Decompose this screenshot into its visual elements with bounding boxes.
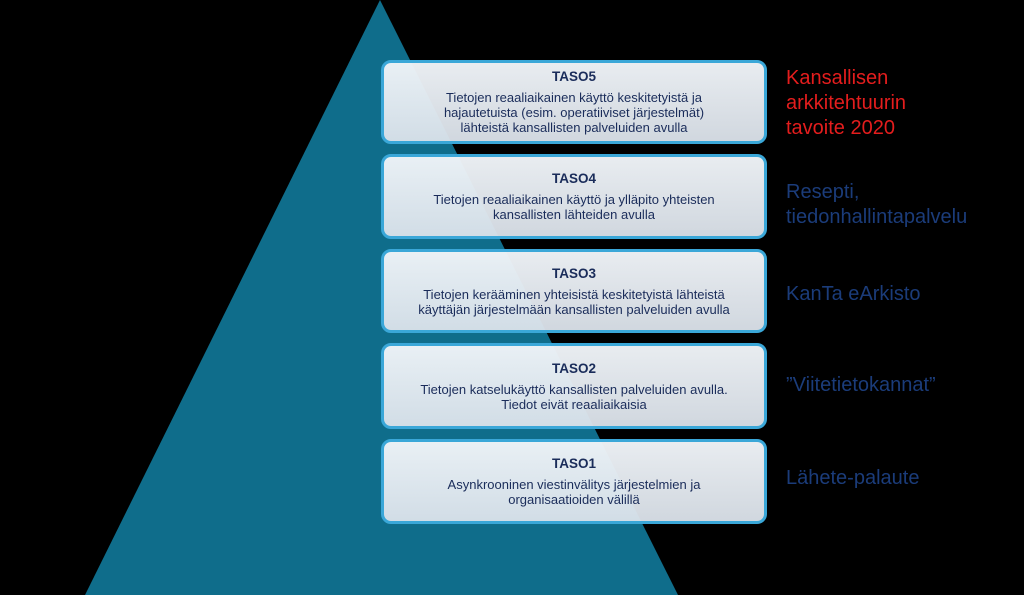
level-title: TASO3 [551,265,596,281]
level-note-taso5: Kansallisen arkkitehtuurin tavoite 2020 [786,67,907,139]
level-description: Tietojen katselukäyttö kansallisten palveluiden avulla. Tiedot eivät reaaliaikaisia [420,381,728,412]
level-title: TASO2 [551,360,596,376]
level-note-taso1: Lähete-palaute [786,467,920,489]
level-note-taso3: KanTa eArkisto [786,283,921,305]
level-title: TASO4 [551,171,596,186]
level-box-taso3 [381,249,767,333]
level-title: TASO5 [551,69,596,84]
level-box-taso4 [381,154,767,239]
level-box-taso1 [381,439,767,524]
level-title: TASO1 [551,456,596,471]
level-description: Asynkrooninen viestinvälitys järjestelmien ja organisaatioiden välillä [447,477,701,507]
level-box-taso5 [381,60,767,144]
level-note-taso4: Resepti, tiedonhallintapalvelu [786,181,968,228]
level-description: Tietojen reaaliaikainen käyttö keskitetyistä ja hajautetuista (esim. operatiiviset järjestelmät) lähteistä kansallisten palveluiden avulla [443,90,705,135]
level-description: Tietojen kerääminen yhteisistä keskitetyistä lähteistä käyttäjän järjestelmään kansallisten palveluiden avulla [418,286,730,317]
level-description: Tietojen reaaliaikainen käyttö ja ylläpito yhteisten kansallisten lähteiden avulla [433,192,715,222]
level-box-taso2 [381,343,767,429]
level-note-taso2: ”Viitetietokannat” [786,374,936,396]
